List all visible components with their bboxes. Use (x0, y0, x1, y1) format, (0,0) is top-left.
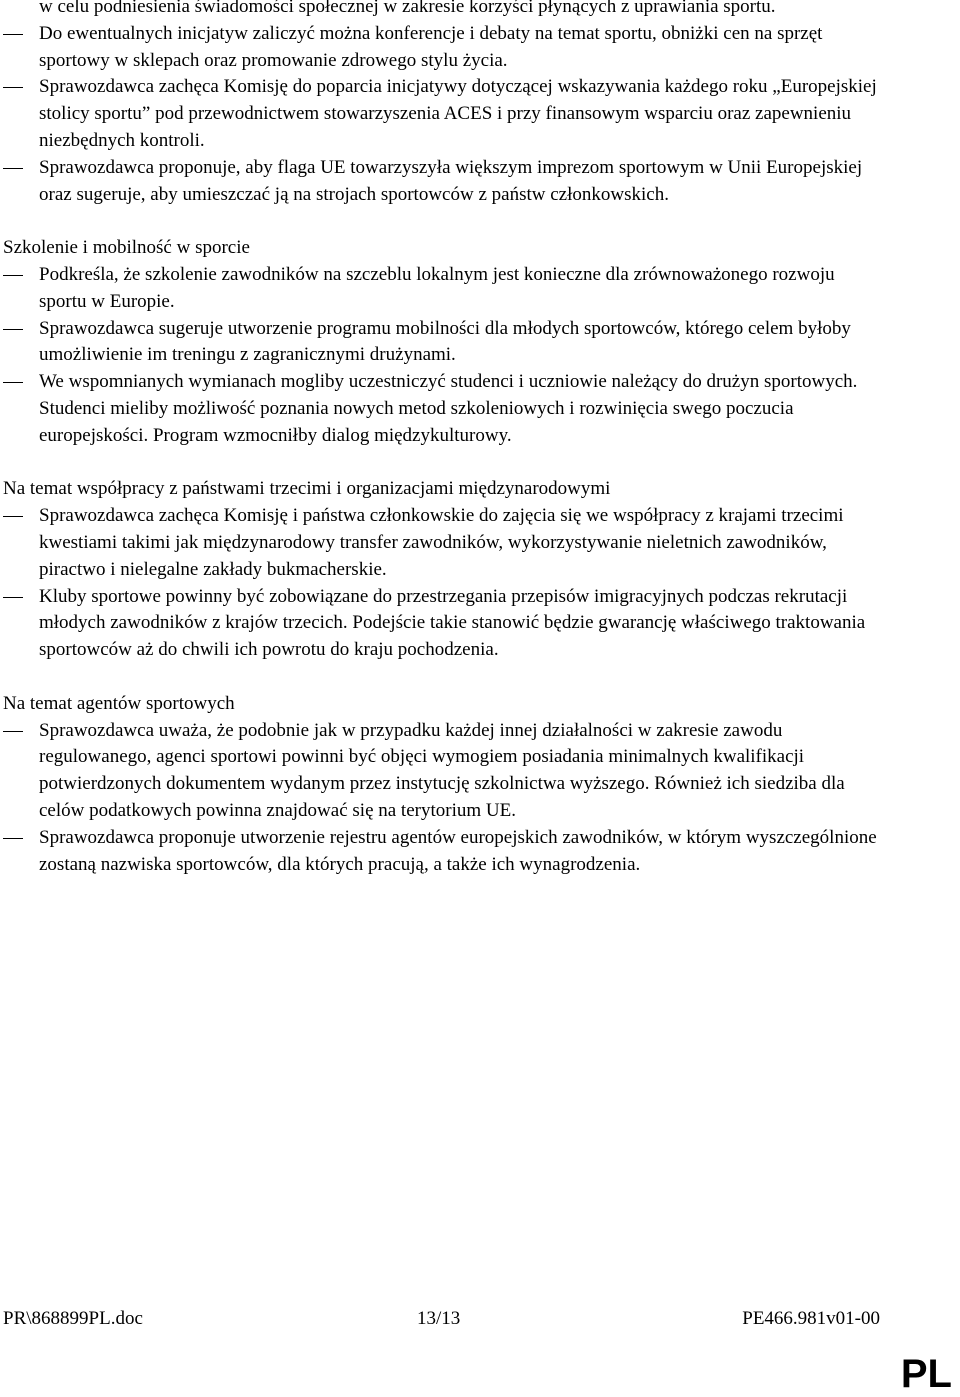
section-list (3, 262, 883, 450)
section-third-countries (3, 476, 883, 664)
section-list (3, 718, 883, 879)
list-item-text: Sprawozdawca proponuje utworzenie rejestru agentów europejskich zawodników, w którym wyszczególnione zostaną nazwiska sportowców, dla których pracują, a także ich wynagrodzenia. (39, 826, 877, 875)
list-item (3, 369, 883, 449)
dash-bullet-icon (3, 597, 23, 598)
dash-bullet-icon (3, 329, 23, 330)
dash-bullet-icon (3, 516, 23, 517)
page-footer (3, 1306, 880, 1332)
dash-bullet-icon (3, 34, 23, 35)
intro-list (3, 21, 883, 209)
dash-bullet-icon (3, 382, 23, 383)
language-code: PL (900, 1352, 952, 1396)
section-list (3, 503, 883, 664)
list-item (3, 503, 883, 583)
list-item (3, 155, 883, 209)
dash-bullet-icon (3, 275, 23, 276)
list-item-text: Kluby sportowe powinny być zobowiązane do przestrzegania przepisów imigracyjnych podczas rekrutacji młodych zawodników z krajów trzecich. Podejście takie stanowić będzie gwarancję właściwego traktowania sportowców aż do chwili ich powrotu do kraju pochodzenia. (39, 585, 866, 661)
list-item-text: We wspomnianych wymianach mogliby uczestniczyć studenci i uczniowie należący do drużyn sportowych. Studenci mieliby możliwość poznania nowych metod szkoleniowych i rozwinięcia swego poczucia europejskości. Program wzmocniłby dialog międzykulturowy. (39, 371, 858, 446)
continuation-paragraph: w celu podniesienia świadomości społecznej w zakresie korzyści płynących z uprawiania sportu. (39, 0, 776, 17)
dash-bullet-icon (3, 838, 23, 839)
list-item-text: Sprawozdawca sugeruje utworzenie programu mobilności dla młodych sportowców, którego celem byłoby umożliwienie im treningu z zagranicznymi drużynami. (39, 317, 851, 366)
footer-pe-ref: PE466.981v01-00 (742, 1308, 880, 1329)
list-item (3, 316, 883, 370)
section-sports-agents (3, 691, 883, 879)
dash-bullet-icon (3, 731, 23, 732)
dash-bullet-icon (3, 168, 23, 169)
list-item-text: Sprawozdawca zachęca Komisję i państwa członkowskie do zajęcia się we współpracy z krajami trzecimi kwestiami takimi jak międzynarodowy transfer zawodników, wykorzystywanie nieletnich zawodników, piractwo i nielegalne zakłady bukmacherskie. (39, 505, 844, 580)
list-item (3, 21, 883, 75)
list-item-text: Do ewentualnych inicjatyw zaliczyć można konferencje i debaty na temat sportu, obniżki cen na sprzęt sportowy w sklepach oraz promowanie zdrowego stylu życia. (39, 22, 823, 71)
footer-page-number: 13/13 (417, 1308, 461, 1329)
list-item-text: Sprawozdawca zachęca Komisję do poparcia inicjatywy dotyczącej wskazywania każdego roku „Europejskiej stolicy sportu” pod przewodnictwem stowarzyszenia ACES i przy finansowym wsparciu oraz zapewnieniu niezbędnych kontroli. (39, 76, 877, 151)
footer-doc-ref: PR\868899PL.doc (3, 1308, 143, 1329)
list-item (3, 825, 883, 879)
list-item (3, 262, 883, 316)
section-heading: Na temat współpracy z państwami trzecimi i organizacjami międzynarodowymi (3, 478, 611, 500)
list-item (3, 718, 883, 825)
list-item-text: Sprawozdawca uważa, że podobnie jak w przypadku każdej innej działalności w zakresie zawodu regulowanego, agenci sportowi powinni być objęci wymogiem posiadania minimalnych kwalifikacji potwierdzonych dokumentem wydanym przez instytucję szkolnictwa wyższego. Również ich siedziba dla celów podatkowych powinna znajdować się na terytorium UE. (39, 719, 845, 821)
section-heading: Szkolenie i mobilność w sporcie (3, 237, 250, 259)
list-item (3, 74, 883, 154)
section-heading: Na temat agentów sportowych (3, 692, 235, 714)
section-training-mobility (3, 235, 883, 449)
document-body (3, 0, 883, 878)
list-item-text: Sprawozdawca proponuje, aby flaga UE towarzyszyła większym imprezom sportowym w Unii Europejskiej oraz sugeruje, aby umieszczać ją na strojach sportowców z państw członkowskich. (39, 156, 863, 205)
dash-bullet-icon (3, 87, 23, 88)
list-item (3, 584, 883, 664)
list-item-text: Podkreśla, że szkolenie zawodników na szczeblu lokalnym jest konieczne dla zrównoważonego rozwoju sportu w Europie. (39, 263, 835, 312)
